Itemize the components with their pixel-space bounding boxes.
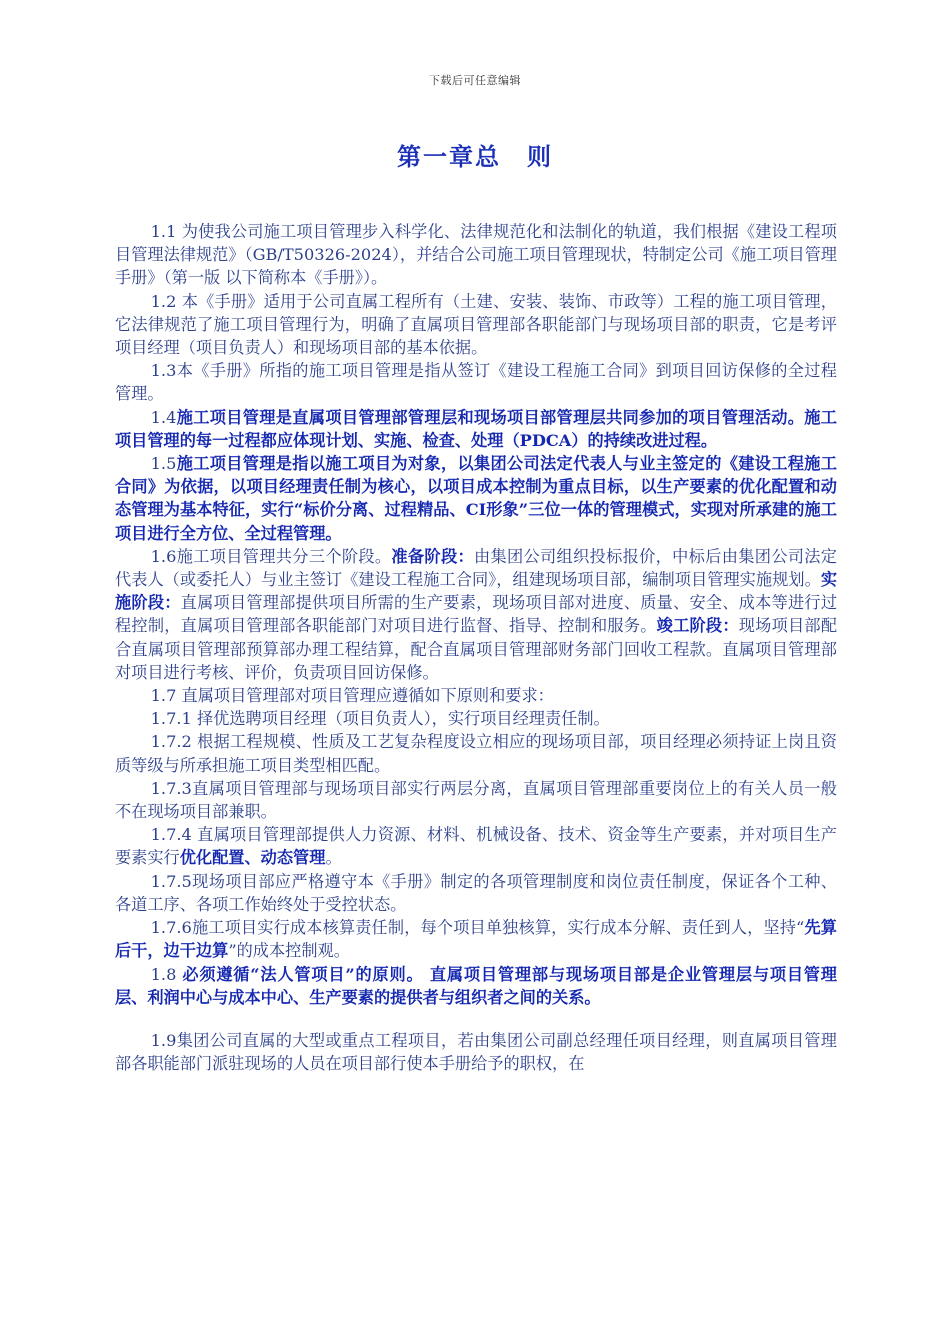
paragraph-1-5-text: 施工项目管理是指以施工项目为对象，以集团公司法定代表人与业主签定的《建设工程施工合同》为依据，以项目经理责任制为核心，以项目成本控制为重点目标，以生产要素的优化配置和动态管理为基本特征，实行“标价分离、过程精品、CI形象”三位一体的管理模式，实现对所承建的施工项目进行全方位、全过程管理。 [115, 454, 837, 543]
paragraph-1-7-4-emphasis: 优化配置、动态管理 [179, 848, 326, 868]
paragraph-1-7: 1.7 直属项目管理部对项目管理应遵循如下原则和要求： [150, 686, 554, 706]
paragraph-1-1: 1.1 为使我公司施工项目管理步入科学化、法律规范化和法制化的轨道，我们根据《建设工程项目管理法律规范》（GB/T50326-2024），并结合公司施工项目管理现状，特制定公司《施工项目管理手册》（第一版 以下简称本《手册》）。 [115, 222, 837, 288]
completion-stage-text: 现场项目部配合直属项目管理部预算部办理工程结算，配合直属项目管理部财务部门回收工程款。直属项目管理部对项目进行考核、评价，负责项目回访保修。 [115, 616, 838, 682]
paragraph-1-8-number: 1.8 [150, 964, 183, 984]
preparation-stage-text: 由集团公司组织投标报价，中标后由集团公司法定代表人（或委托人）与业主签订《建设工程施工合同》，组建现场项目部，编制项目管理实施规划。 [115, 546, 837, 590]
paragraph-1-7-6-text: 1.7.6施工项目实行成本核算责任制，每个项目单独核算，实行成本分解、责任到人，坚持“ [150, 918, 805, 938]
completion-stage-label: 竣工阶段： [656, 616, 739, 636]
paragraph-1-7-4-end: 。 [325, 848, 342, 868]
paragraph-1-3: 1.3本《手册》所指的施工项目管理是指从签订《建设工程施工合同》到项目回访保修的全过程管理。 [115, 361, 837, 404]
paragraph-1-7-4 [115, 823, 837, 869]
paragraph-1-7-3: 1.7.3直属项目管理部与现场项目部实行两层分离，直属项目管理部重要岗位上的有关人员一般不在现场项目部兼职。 [115, 778, 837, 822]
paragraph-1-4-text: 施工项目管理是直属项目管理部管理层和现场项目部管理层共同参加的项目管理活动。施工项目管理的每一过程都应体现计划、实施、检查、处理（PDCA）的持续改进过程。 [115, 407, 837, 450]
paragraph-1-7-6-emphasis: 先算后干，边干边算 [115, 918, 837, 961]
document-body [115, 220, 837, 1075]
implementation-stage-label: 实施阶段： [115, 570, 837, 613]
chapter-title: 第一章总 则 [397, 143, 553, 171]
paragraph-1-6-intro: 1.6施工项目管理共分三个阶段。 [150, 546, 392, 566]
paragraph-1-4 [115, 406, 837, 452]
paragraph-1-4-number: 1.4 [150, 407, 177, 427]
paragraph-1-5-number: 1.5 [150, 454, 177, 474]
paragraph-1-7-1: 1.7.1 择优选聘项目经理（项目负责人），实行项目经理责任制。 [150, 709, 610, 729]
header-note: 下载后可任意编辑 [429, 74, 521, 87]
paragraph-1-7-2: 1.7.2 根据工程规模、性质及工艺复杂程度设立相应的现场项目部，项目经理必须持证上岗且资质等级与所承担施工项目类型相匹配。 [115, 732, 837, 775]
paragraph-1-7-6 [115, 916, 837, 962]
paragraph-1-9: 1.9集团公司直属的大型或重点工程项目，若由集团公司副总经理任项目经理，则直属项目管理部各职能部门派驻现场的人员在项目部行使本手册给予的职权，在 [115, 1030, 837, 1074]
paragraph-1-7-5: 1.7.5现场项目部应严格遵守本《手册》制定的各项管理制度和岗位责任制度，保证各个工种、各道工序、各项工作始终处于受控状态。 [115, 871, 837, 914]
paragraph-1-6 [115, 545, 837, 684]
paragraph-1-5 [115, 452, 837, 545]
paragraph-1-7-4-text: 1.7.4 直属项目管理部提供人力资源、材料、机械设备、技术、资金等生产要素，并对项目生产要素实行 [115, 825, 837, 868]
implementation-stage-text: 直属项目管理部提供项目所需的生产要素，现场项目部对进度、质量、安全、成本等进行过程控制，直属项目管理部各职能部门对项目进行监督、指导、控制和服务。 [115, 593, 838, 636]
paragraph-1-7-6-end: ”的成本控制观。 [228, 941, 350, 961]
preparation-stage-label: 准备阶段： [391, 546, 474, 566]
paragraph-1-8 [115, 963, 837, 1009]
paragraph-1-2: 1.2 本《手册》适用于公司直属工程所有（土建、安装、装饰、市政等）工程的施工项目管理，它法律规范了施工项目管理行为，明确了直属项目管理部各职能部门与现场项目部的职责，它是考评项目经理（项目负责人）和现场项目部的基本依据。 [115, 291, 837, 358]
paragraph-spacer [115, 1009, 837, 1029]
paragraph-1-8-text: 必须遵循“法人管项目”的原则。 直属项目管理部与现场项目部是企业管理层与项目管理层、利润中心与成本中心、生产要素的提供者与组织者之间的关系。 [115, 964, 837, 1007]
